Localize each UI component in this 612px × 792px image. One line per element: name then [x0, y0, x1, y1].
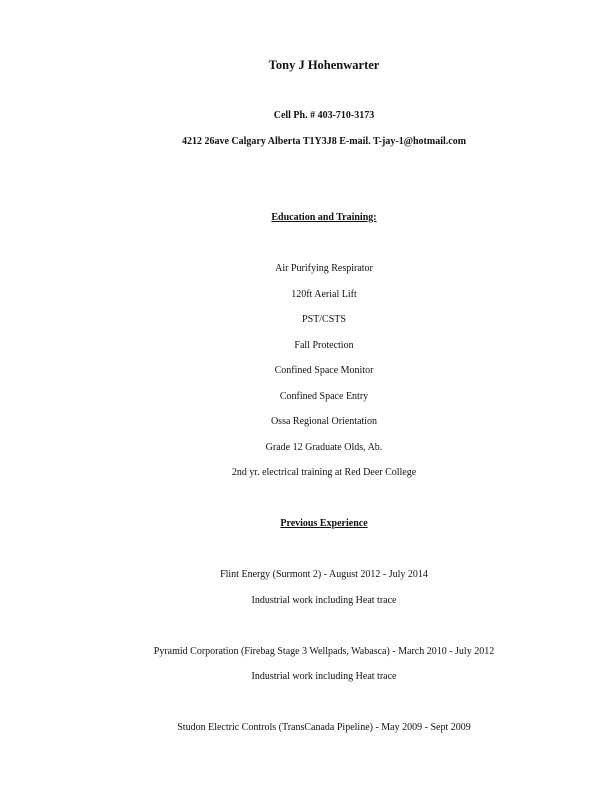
education-item: Grade 12 Graduate Olds, Ab.	[265, 442, 383, 453]
job-description: Industrial work including Heat trace	[251, 595, 397, 606]
education-item: 2nd yr. electrical training at Red Deer College	[231, 467, 417, 478]
phone-number: Cell Ph. # 403-710-3173	[273, 110, 375, 121]
address-and-email: 4212 26ave Calgary Alberta T1Y3J8 E-mail. T-jay-1@hotmail.com	[181, 136, 467, 147]
job-title: Pyramid Corporation (Firebag Stage 3 Wellpads, Wabasca) - March 2010 - July 2012	[153, 646, 495, 657]
education-item: Fall Protection	[294, 340, 354, 351]
education-item: 120ft Aerial Lift	[291, 289, 357, 300]
education-heading: Education and Training:	[271, 212, 377, 223]
candidate-name: Tony J Hohenwarter	[268, 58, 380, 72]
job-title: Studon Electric Controls (TransCanada Pipeline) - May 2009 - Sept 2009	[177, 722, 471, 733]
education-item: PST/CSTS	[302, 314, 346, 325]
experience-heading: Previous Experience	[280, 518, 368, 529]
job-description: Industrial work including Heat trace	[251, 671, 397, 682]
education-item: Ossa Regional Orientation	[270, 416, 378, 427]
education-item: Confined Space Entry	[279, 391, 369, 402]
education-item: Air Purifying Respirator	[275, 263, 373, 274]
education-item: Confined Space Monitor	[274, 365, 374, 376]
job-title: Flint Energy (Surmont 2) - August 2012 - July 2014	[220, 569, 428, 580]
